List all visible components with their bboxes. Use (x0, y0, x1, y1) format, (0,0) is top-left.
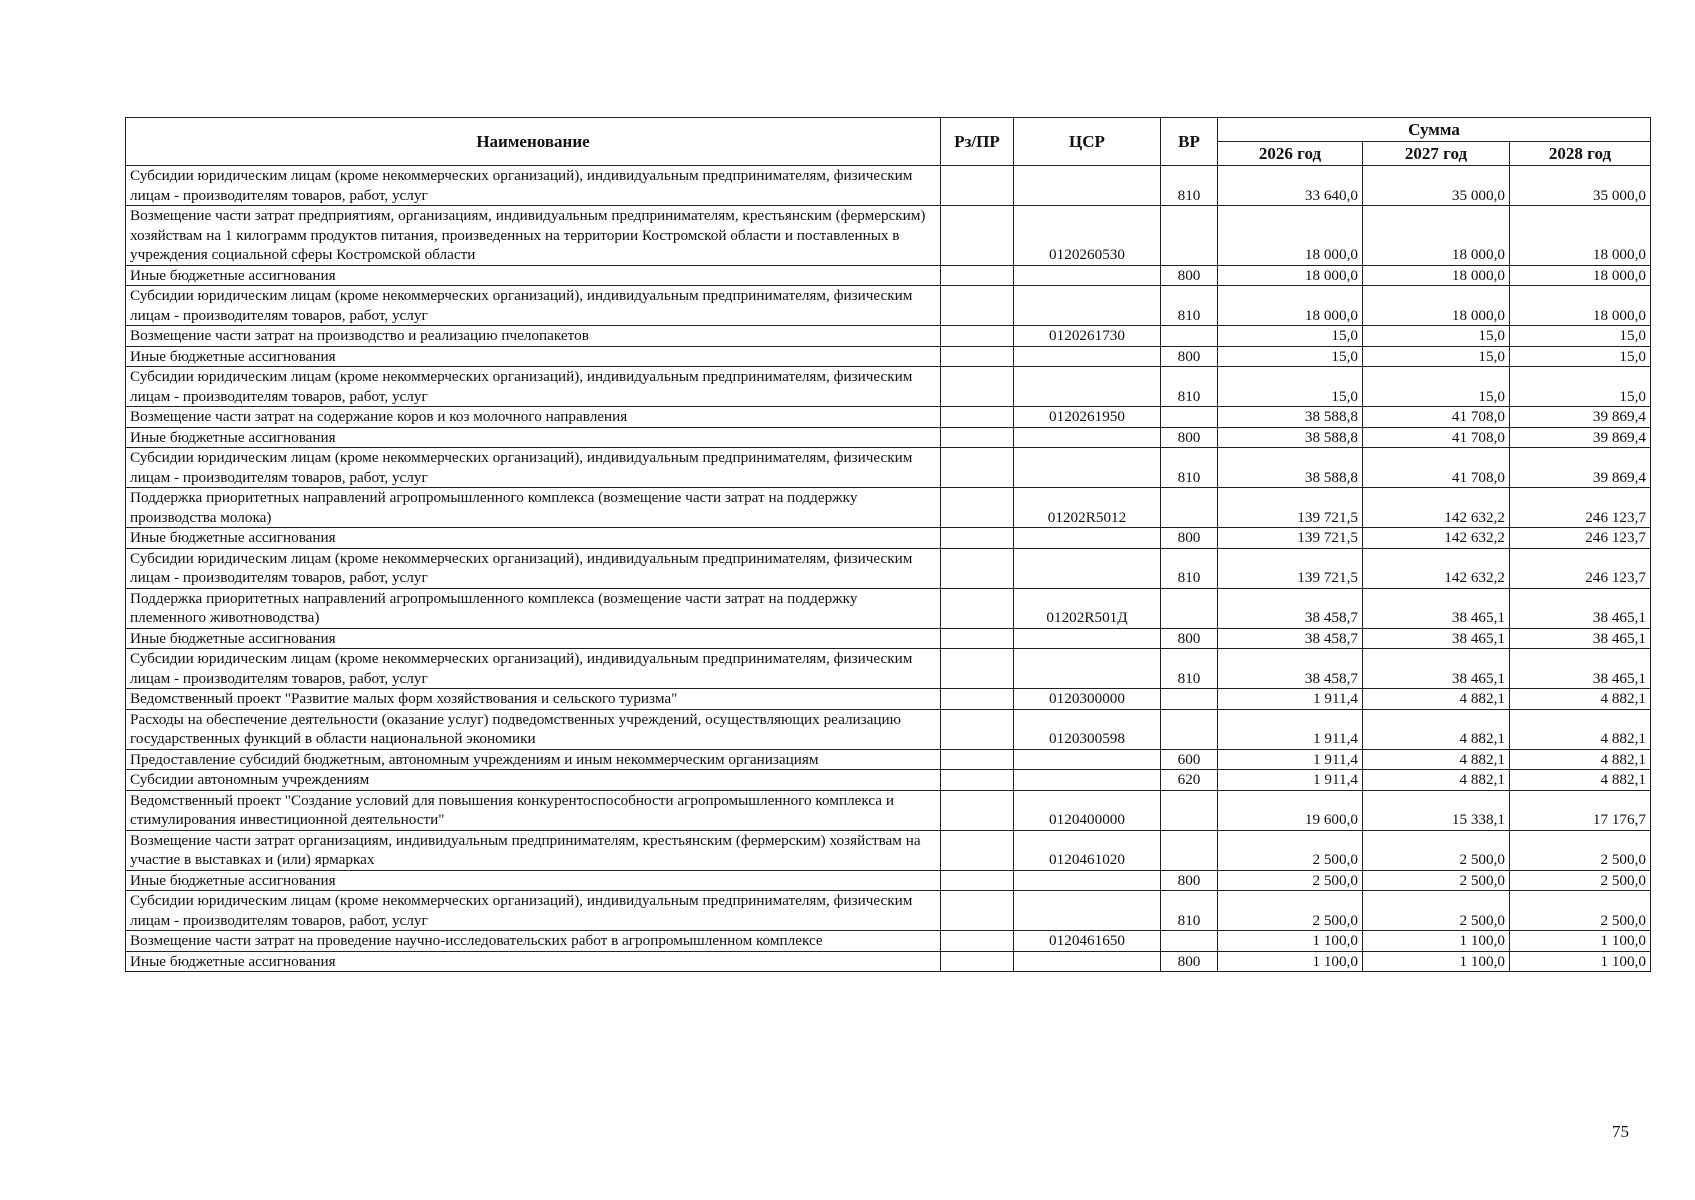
cell-csr (1014, 628, 1161, 649)
cell-vr: 800 (1161, 427, 1218, 448)
cell-csr: 0120300598 (1014, 709, 1161, 749)
cell-vr (1161, 931, 1218, 952)
cell-csr: 0120300000 (1014, 689, 1161, 710)
header-year-2028: 2028 год (1510, 142, 1651, 166)
cell-vr: 810 (1161, 649, 1218, 689)
cell-2028: 15,0 (1510, 367, 1651, 407)
table-row (126, 709, 1651, 749)
cell-2028: 39 869,4 (1510, 448, 1651, 488)
cell-2028: 4 882,1 (1510, 709, 1651, 749)
cell-2028: 39 869,4 (1510, 427, 1651, 448)
cell-2027: 15,0 (1363, 326, 1510, 347)
cell-vr: 800 (1161, 951, 1218, 972)
cell-vr: 810 (1161, 448, 1218, 488)
table-header (126, 118, 1651, 166)
table-row (126, 548, 1651, 588)
cell-csr (1014, 870, 1161, 891)
cell-rzpr (941, 870, 1014, 891)
table-row (126, 649, 1651, 689)
table-row (126, 265, 1651, 286)
cell-vr: 620 (1161, 770, 1218, 791)
cell-vr (1161, 407, 1218, 428)
cell-rzpr (941, 749, 1014, 770)
cell-name: Субсидии юридическим лицам (кроме некоммерческих организаций), индивидуальным предпринимателям, физическим лицам - производителям товаров, работ, услуг (126, 548, 941, 588)
cell-2026: 1 100,0 (1218, 931, 1363, 952)
cell-2026: 1 911,4 (1218, 749, 1363, 770)
cell-csr (1014, 749, 1161, 770)
cell-rzpr (941, 951, 1014, 972)
cell-vr: 800 (1161, 346, 1218, 367)
cell-2028: 18 000,0 (1510, 206, 1651, 266)
header-year-2027: 2027 год (1363, 142, 1510, 166)
table-body (126, 166, 1651, 972)
cell-2027: 38 465,1 (1363, 628, 1510, 649)
cell-rzpr (941, 790, 1014, 830)
cell-name: Субсидии юридическим лицам (кроме некоммерческих организаций), индивидуальным предпринимателям, физическим лицам - производителям товаров, работ, услуг (126, 367, 941, 407)
cell-2028: 4 882,1 (1510, 770, 1651, 791)
cell-2026: 15,0 (1218, 346, 1363, 367)
cell-rzpr (941, 407, 1014, 428)
header-sum: Сумма (1218, 118, 1651, 142)
cell-vr (1161, 830, 1218, 870)
cell-2028: 1 100,0 (1510, 951, 1651, 972)
cell-rzpr (941, 448, 1014, 488)
table-row (126, 346, 1651, 367)
cell-2027: 41 708,0 (1363, 448, 1510, 488)
cell-name: Поддержка приоритетных направлений агропромышленного комплекса (возмещение части затрат на поддержку племенного животноводства) (126, 588, 941, 628)
cell-rzpr (941, 891, 1014, 931)
table-row (126, 749, 1651, 770)
cell-2027: 41 708,0 (1363, 407, 1510, 428)
cell-2028: 17 176,7 (1510, 790, 1651, 830)
cell-2028: 2 500,0 (1510, 891, 1651, 931)
cell-2027: 15 338,1 (1363, 790, 1510, 830)
cell-2027: 2 500,0 (1363, 870, 1510, 891)
cell-2028: 246 123,7 (1510, 548, 1651, 588)
cell-name: Возмещение части затрат предприятиям, организациям, индивидуальным предпринимателям, крестьянским (фермерским) хозяйствам на 1 килограмм продуктов питания, произведенных на территории Костромской области и поставленных в учреждения социальной сферы Костромской области (126, 206, 941, 266)
cell-csr (1014, 166, 1161, 206)
cell-rzpr (941, 166, 1014, 206)
cell-name: Иные бюджетные ассигнования (126, 346, 941, 367)
cell-2026: 1 100,0 (1218, 951, 1363, 972)
table-row (126, 448, 1651, 488)
cell-vr (1161, 488, 1218, 528)
cell-name: Поддержка приоритетных направлений агропромышленного комплекса (возмещение части затрат на поддержку производства молока) (126, 488, 941, 528)
cell-2026: 38 588,8 (1218, 448, 1363, 488)
cell-csr: 01202R501Д (1014, 588, 1161, 628)
cell-vr: 800 (1161, 870, 1218, 891)
cell-rzpr (941, 628, 1014, 649)
cell-vr (1161, 689, 1218, 710)
cell-vr: 810 (1161, 891, 1218, 931)
table-row (126, 931, 1651, 952)
cell-2028: 1 100,0 (1510, 931, 1651, 952)
cell-vr: 800 (1161, 628, 1218, 649)
cell-2026: 38 588,8 (1218, 407, 1363, 428)
cell-2027: 38 465,1 (1363, 588, 1510, 628)
table-row (126, 286, 1651, 326)
cell-name: Иные бюджетные ассигнования (126, 528, 941, 549)
cell-rzpr (941, 528, 1014, 549)
cell-rzpr (941, 689, 1014, 710)
cell-2026: 139 721,5 (1218, 488, 1363, 528)
cell-csr (1014, 951, 1161, 972)
cell-name: Иные бюджетные ассигнования (126, 628, 941, 649)
cell-vr: 810 (1161, 166, 1218, 206)
cell-csr: 0120261730 (1014, 326, 1161, 347)
cell-rzpr (941, 206, 1014, 266)
cell-rzpr (941, 548, 1014, 588)
cell-vr: 810 (1161, 286, 1218, 326)
cell-2027: 38 465,1 (1363, 649, 1510, 689)
cell-rzpr (941, 488, 1014, 528)
cell-2026: 2 500,0 (1218, 870, 1363, 891)
table-row (126, 427, 1651, 448)
cell-2027: 142 632,2 (1363, 528, 1510, 549)
cell-2026: 15,0 (1218, 367, 1363, 407)
cell-2026: 38 458,7 (1218, 649, 1363, 689)
cell-vr: 800 (1161, 528, 1218, 549)
cell-csr (1014, 448, 1161, 488)
cell-2027: 2 500,0 (1363, 891, 1510, 931)
cell-2027: 15,0 (1363, 346, 1510, 367)
cell-2027: 4 882,1 (1363, 749, 1510, 770)
cell-name: Возмещение части затрат на содержание коров и коз молочного направления (126, 407, 941, 428)
cell-rzpr (941, 367, 1014, 407)
cell-2027: 4 882,1 (1363, 709, 1510, 749)
cell-vr (1161, 709, 1218, 749)
cell-name: Субсидии юридическим лицам (кроме некоммерческих организаций), индивидуальным предпринимателям, физическим лицам - производителям товаров, работ, услуг (126, 649, 941, 689)
table-row (126, 488, 1651, 528)
cell-2026: 38 588,8 (1218, 427, 1363, 448)
cell-rzpr (941, 830, 1014, 870)
cell-name: Субсидии юридическим лицам (кроме некоммерческих организаций), индивидуальным предпринимателям, физическим лицам - производителям товаров, работ, услуг (126, 891, 941, 931)
cell-name: Иные бюджетные ассигнования (126, 427, 941, 448)
cell-csr (1014, 770, 1161, 791)
cell-2027: 1 100,0 (1363, 931, 1510, 952)
cell-rzpr (941, 649, 1014, 689)
cell-rzpr (941, 265, 1014, 286)
cell-2026: 38 458,7 (1218, 588, 1363, 628)
page-number: 75 (1612, 1122, 1629, 1141)
table-row (126, 951, 1651, 972)
cell-csr: 0120260530 (1014, 206, 1161, 266)
cell-2028: 15,0 (1510, 326, 1651, 347)
cell-name: Предоставление субсидий бюджетным, автономным учреждениям и иным некоммерческим организациям (126, 749, 941, 770)
cell-2027: 15,0 (1363, 367, 1510, 407)
cell-2028: 38 465,1 (1510, 588, 1651, 628)
cell-rzpr (941, 286, 1014, 326)
cell-2026: 19 600,0 (1218, 790, 1363, 830)
cell-2028: 15,0 (1510, 346, 1651, 367)
cell-2028: 246 123,7 (1510, 528, 1651, 549)
cell-2026: 139 721,5 (1218, 528, 1363, 549)
cell-name: Возмещение части затрат организациям, индивидуальным предпринимателям, крестьянским (фермерским) хозяйствам на участие в выставках и (или) ярмарках (126, 830, 941, 870)
cell-2026: 18 000,0 (1218, 265, 1363, 286)
table-row (126, 770, 1651, 791)
cell-name: Иные бюджетные ассигнования (126, 870, 941, 891)
cell-2026: 2 500,0 (1218, 830, 1363, 870)
cell-2026: 15,0 (1218, 326, 1363, 347)
cell-2028: 38 465,1 (1510, 628, 1651, 649)
cell-2027: 35 000,0 (1363, 166, 1510, 206)
cell-csr (1014, 286, 1161, 326)
cell-name: Субсидии автономным учреждениям (126, 770, 941, 791)
cell-name: Ведомственный проект "Развитие малых форм хозяйствования и сельского туризма" (126, 689, 941, 710)
cell-2028: 2 500,0 (1510, 870, 1651, 891)
table-row (126, 326, 1651, 347)
cell-2027: 18 000,0 (1363, 286, 1510, 326)
cell-2026: 18 000,0 (1218, 206, 1363, 266)
cell-2027: 142 632,2 (1363, 548, 1510, 588)
table-row (126, 689, 1651, 710)
cell-name: Иные бюджетные ассигнования (126, 951, 941, 972)
cell-csr (1014, 265, 1161, 286)
table-row (126, 407, 1651, 428)
cell-name: Субсидии юридическим лицам (кроме некоммерческих организаций), индивидуальным предпринимателям, физическим лицам - производителям товаров, работ, услуг (126, 448, 941, 488)
cell-rzpr (941, 770, 1014, 791)
cell-2026: 1 911,4 (1218, 709, 1363, 749)
cell-2027: 18 000,0 (1363, 265, 1510, 286)
cell-2027: 2 500,0 (1363, 830, 1510, 870)
cell-csr (1014, 528, 1161, 549)
budget-table (125, 117, 1651, 972)
cell-2028: 4 882,1 (1510, 689, 1651, 710)
cell-2028: 35 000,0 (1510, 166, 1651, 206)
cell-csr: 0120261950 (1014, 407, 1161, 428)
cell-2027: 1 100,0 (1363, 951, 1510, 972)
cell-vr (1161, 790, 1218, 830)
cell-vr: 810 (1161, 548, 1218, 588)
cell-vr: 810 (1161, 367, 1218, 407)
cell-2028: 4 882,1 (1510, 749, 1651, 770)
cell-csr (1014, 346, 1161, 367)
table-row (126, 528, 1651, 549)
header-rzpr: Рз/ПР (941, 118, 1014, 166)
table-row (126, 790, 1651, 830)
cell-2027: 4 882,1 (1363, 689, 1510, 710)
cell-vr: 800 (1161, 265, 1218, 286)
cell-2028: 246 123,7 (1510, 488, 1651, 528)
cell-name: Иные бюджетные ассигнования (126, 265, 941, 286)
header-vr: ВР (1161, 118, 1218, 166)
table-row (126, 891, 1651, 931)
budget-table-sheet (125, 117, 1650, 972)
header-csr: ЦСР (1014, 118, 1161, 166)
cell-2026: 1 911,4 (1218, 770, 1363, 791)
table-row (126, 166, 1651, 206)
cell-2027: 142 632,2 (1363, 488, 1510, 528)
table-row (126, 628, 1651, 649)
cell-2028: 2 500,0 (1510, 830, 1651, 870)
cell-csr (1014, 427, 1161, 448)
cell-rzpr (941, 346, 1014, 367)
cell-name: Возмещение части затрат на проведение научно-исследовательских работ в агропромышленном комплексе (126, 931, 941, 952)
cell-2026: 139 721,5 (1218, 548, 1363, 588)
cell-2027: 41 708,0 (1363, 427, 1510, 448)
cell-2026: 18 000,0 (1218, 286, 1363, 326)
cell-vr (1161, 206, 1218, 266)
cell-vr: 600 (1161, 749, 1218, 770)
cell-name: Возмещение части затрат на производство и реализацию пчелопакетов (126, 326, 941, 347)
cell-csr (1014, 367, 1161, 407)
cell-2027: 18 000,0 (1363, 206, 1510, 266)
cell-rzpr (941, 709, 1014, 749)
cell-name: Расходы на обеспечение деятельности (оказание услуг) подведомственных учреждений, осуществляющих реализацию государственных функций в области национальной экономики (126, 709, 941, 749)
table-row (126, 206, 1651, 266)
cell-2028: 38 465,1 (1510, 649, 1651, 689)
cell-csr: 0120461020 (1014, 830, 1161, 870)
cell-2028: 39 869,4 (1510, 407, 1651, 428)
table-row (126, 367, 1651, 407)
cell-rzpr (941, 326, 1014, 347)
cell-csr (1014, 649, 1161, 689)
cell-csr (1014, 548, 1161, 588)
cell-2026: 38 458,7 (1218, 628, 1363, 649)
table-row (126, 870, 1651, 891)
table-row (126, 830, 1651, 870)
cell-2026: 33 640,0 (1218, 166, 1363, 206)
cell-rzpr (941, 588, 1014, 628)
cell-vr (1161, 326, 1218, 347)
cell-rzpr (941, 931, 1014, 952)
cell-name: Субсидии юридическим лицам (кроме некоммерческих организаций), индивидуальным предпринимателям, физическим лицам - производителям товаров, работ, услуг (126, 286, 941, 326)
cell-csr: 0120461650 (1014, 931, 1161, 952)
cell-2028: 18 000,0 (1510, 286, 1651, 326)
header-year-2026: 2026 год (1218, 142, 1363, 166)
cell-2028: 18 000,0 (1510, 265, 1651, 286)
cell-2026: 2 500,0 (1218, 891, 1363, 931)
cell-2027: 4 882,1 (1363, 770, 1510, 791)
table-row (126, 588, 1651, 628)
cell-rzpr (941, 427, 1014, 448)
cell-csr: 0120400000 (1014, 790, 1161, 830)
cell-name: Ведомственный проект "Создание условий для повышения конкурентоспособности агропромышленного комплекса и стимулирования инвестиционной деятельности" (126, 790, 941, 830)
cell-2026: 1 911,4 (1218, 689, 1363, 710)
cell-vr (1161, 588, 1218, 628)
cell-csr: 01202R5012 (1014, 488, 1161, 528)
cell-name: Субсидии юридическим лицам (кроме некоммерческих организаций), индивидуальным предпринимателям, физическим лицам - производителям товаров, работ, услуг (126, 166, 941, 206)
cell-csr (1014, 891, 1161, 931)
header-name: Наименование (126, 118, 941, 166)
